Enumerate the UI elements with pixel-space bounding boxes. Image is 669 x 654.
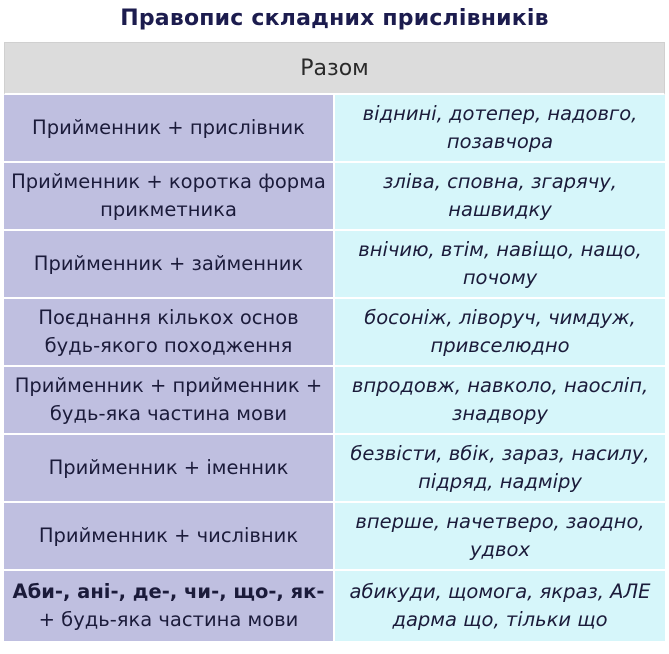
rule-cell: Прийменник + займенник bbox=[4, 231, 335, 299]
table-row bbox=[4, 503, 665, 571]
rule-cell: Поєднання кількох основ будь-якого походження bbox=[4, 299, 335, 367]
table-row bbox=[4, 231, 665, 299]
table-row bbox=[4, 163, 665, 231]
rule-rest: + будь-яка частина мови bbox=[38, 608, 299, 631]
table-row bbox=[4, 299, 665, 367]
examples-cell: абикуди, щомога, якраз, АЛЕ дарма що, тільки що bbox=[335, 571, 665, 643]
examples-cell: вперше, начетверо, заодно, удвох bbox=[335, 503, 665, 571]
rule-cell: Прийменник + коротка форма прикметника bbox=[4, 163, 335, 231]
section-header-together: Разом bbox=[4, 42, 665, 95]
rule-prefixes: Аби-, ані-, де-, чи-, що-, як- bbox=[12, 580, 325, 603]
rule-cell: Прийменник + прийменник + будь-яка частина мови bbox=[4, 367, 335, 435]
rule-cell bbox=[4, 571, 335, 643]
table-row bbox=[4, 95, 665, 163]
rule-cell: Прийменник + числівник bbox=[4, 503, 335, 571]
rule-cell: Прийменник + прислівник bbox=[4, 95, 335, 163]
examples-cell: зліва, сповна, згарячу, нашвидку bbox=[335, 163, 665, 231]
examples-cell: внічию, втім, навіщо, нащо, почому bbox=[335, 231, 665, 299]
examples-cell: босоніж, ліворуч, чимдуж, привселюдно bbox=[335, 299, 665, 367]
table-row bbox=[4, 571, 665, 643]
examples-cell: безвісти, вбік, зараз, насилу, підряд, надміру bbox=[335, 435, 665, 503]
examples-cell: віднині, дотепер, надовго, позавчора bbox=[335, 95, 665, 163]
page-title: Правопис складних прислівників bbox=[120, 6, 549, 31]
examples-cell: впродовж, навколо, наосліп, знадвору bbox=[335, 367, 665, 435]
table-row bbox=[4, 435, 665, 503]
table-row bbox=[4, 367, 665, 435]
adverb-spelling-table bbox=[4, 42, 665, 643]
rule-cell: Прийменник + іменник bbox=[4, 435, 335, 503]
